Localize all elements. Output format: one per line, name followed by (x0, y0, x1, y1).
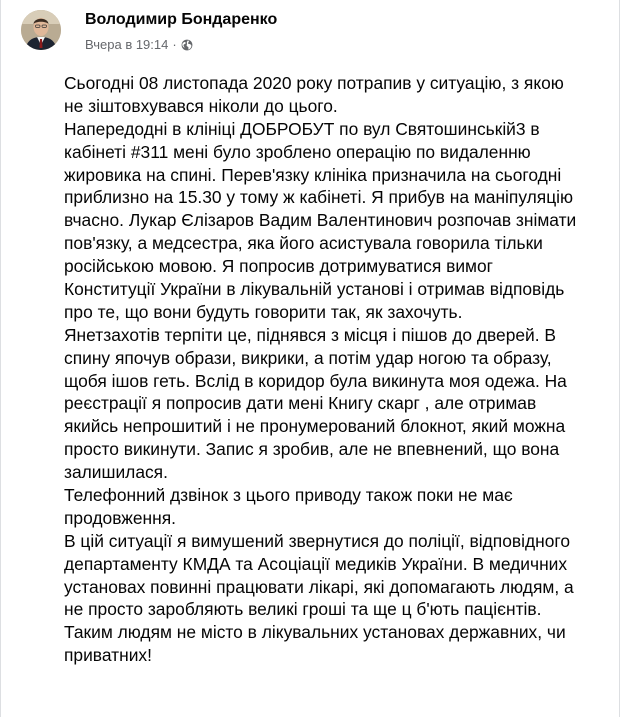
post-text-line: департаменту КМДА та Асоціації медиків України. В медичних (64, 553, 568, 574)
post-text-line: Янетзахотів терпіти це, піднявся з місця і пішов до дверей. В (64, 324, 557, 345)
post-text-line: приватних! (64, 645, 152, 666)
post-text-line: про те, що вони будуть говорити так, як захочуть. (64, 301, 463, 322)
author-name[interactable]: Володимир Бондаренко (85, 11, 278, 28)
post-text-line: залишилася. (64, 462, 168, 483)
post-timestamp[interactable]: Вчера в 19:14 (85, 37, 169, 52)
post-text-line: установах повинні працювати лікарі, які допомагають людям, а (64, 576, 574, 597)
post-text-line: російською мовою. Я попросив дотримуватися вимог (64, 256, 494, 277)
post-text (64, 72, 604, 667)
post-text-line: Телефонний дзвінок з цього приводу також поки не має (64, 485, 513, 506)
post-text-line: Напередодні в клініці ДОБРОБУТ по вул Святошинській3 в (64, 118, 540, 139)
globe-icon[interactable] (181, 39, 193, 51)
post-text-line: кабінеті #311 мені було зроблено операцію по видаленню (64, 141, 531, 162)
post-text-line: не зіштовхувався ніколи до цього. (64, 95, 338, 116)
avatar-photo (21, 10, 61, 50)
post-text-line: продовження. (64, 507, 177, 528)
post-text-line: спину япочув образи, викрики, а потім удар ногою та образу, (64, 347, 552, 368)
post-text-line: пов'язку, а медсестра, яка його асистувала говорила тільки (64, 233, 543, 254)
meta-separator: · (172, 37, 177, 52)
post-meta (85, 37, 193, 52)
post-text-line: реєстрації я попросив дати мені Книгу скарг , але отримав (64, 393, 537, 414)
post-text-line: жировика на спині. Перев'язку клініка призначила на сьогодні (64, 164, 562, 185)
post-text-line: не просто заробляють великі гроші та ще ц б'ють пацієнтів. (64, 599, 542, 620)
post-text-line: Конституції України в лікувальній установі і отримав відповідь (64, 279, 565, 300)
post-text-line: Сьогодні 08 листопада 2020 року потрапив у ситуацію, з якою (64, 73, 564, 93)
post-header (21, 10, 599, 58)
post-text-line: просто викинути. Запис я зробив, але не впевнений, що вона (64, 439, 560, 460)
avatar[interactable] (21, 10, 61, 50)
post-text-line: приблизно на 15.30 у тому ж кабінеті. Я прибув на маніпуляцію (64, 187, 574, 208)
post-text-line: вчасно. Лукар Єлізаров Вадим Валентинович розпочав знімати (64, 210, 577, 231)
post-text-line: Таким людям не місто в лікувальних установах державних, чи (64, 622, 566, 643)
post-text-line: щобя ішов геть. Вслід в коридор була викинута моя одежа. На (64, 370, 567, 391)
post-text-line: якийсь непрошитий і не пронумерований блокнот, який можна (64, 416, 566, 437)
post-text-line: В цій ситуації я вимушений звернутися до поліції, відповідного (64, 530, 571, 551)
